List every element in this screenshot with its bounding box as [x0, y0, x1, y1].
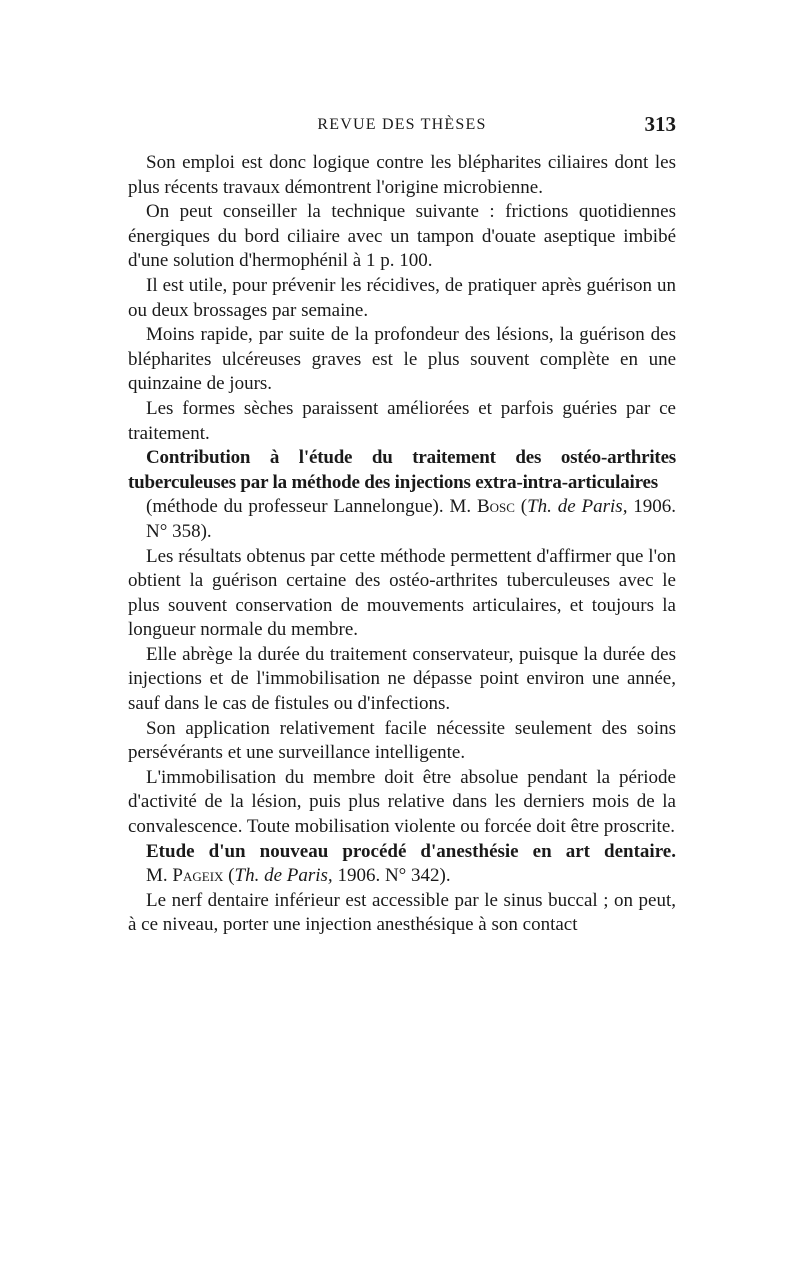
page-number: 313: [644, 112, 676, 136]
intro-paragraph: Les formes sèches paraissent améliorées et parfois guéries par ce traitement.: [128, 397, 676, 444]
page-body: [128, 151, 676, 938]
reference-text: M.: [146, 865, 168, 887]
section-heading-anesthesie: [128, 840, 676, 889]
page-header: [128, 114, 676, 144]
section-heading-osteo-arthrites: [128, 446, 676, 544]
intro-paragraph: Moins rapide, par suite de la profondeur des lésions, la guérison des blépharites ulcéreuses graves est le plus souvent complète en une quinzaine de jours.: [128, 324, 676, 395]
running-title: REVUE DES THÈSES: [317, 116, 487, 133]
reference-paren: (: [520, 496, 528, 518]
reference-text: (méthode du professeur Lannelongue). M.: [146, 496, 472, 518]
section-paragraph: Elle abrège la durée du traitement conservateur, puisque la durée des injections et de l'immobilisation ne dépasse point environ une année, sauf dans le cas de fistules ou d'infections.: [128, 643, 676, 715]
reference-number: 1906. N° 358).: [146, 496, 677, 542]
reference-paren: (: [228, 865, 235, 887]
intro-paragraph: Son emploi est donc logique contre les blépharites ciliaires dont les plus récents travaux démontrent l'origine microbienne.: [128, 152, 676, 198]
section-title: Etude d'un nouveau procédé d'anesthésie en art dentaire.: [146, 840, 676, 862]
section-title: Contribution à l'étude du traitement des ostéo-arthrites tuberculeuses par la méthode des injections extra-intra-articulaires: [128, 447, 676, 493]
author-name: Pageix: [172, 865, 224, 887]
thesis-source: Th. de Paris,: [234, 865, 333, 887]
reference-number: 1906. N° 342).: [337, 865, 451, 887]
author-name: Bosc: [476, 496, 515, 518]
thesis-source: Th. de Paris,: [527, 496, 628, 518]
section-reference: [128, 495, 676, 544]
section-paragraph: L'immobilisation du membre doit être absolue pendant la période d'activité de la lésion, puis plus relative dans les derniers mois de la convalescence. Toute mobilisation violente ou forcée doit être proscrite.: [128, 766, 676, 838]
section-reference: [128, 864, 676, 889]
intro-paragraph: Il est utile, pour prévenir les récidives, de pratiquer après guérison un ou deux brossages par semaine.: [128, 274, 676, 321]
section-paragraph: Le nerf dentaire inférieur est accessible par le sinus buccal ; on peut, à ce niveau, porter une injection anesthésique à son contact: [128, 889, 676, 936]
section-paragraph: Les résultats obtenus par cette méthode permettent d'affirmer que l'on obtient la guérison certaine des ostéo-arthrites tuberculeuses avec le plus souvent conservation de mouvements articulaires, et toujours la longueur normale du membre.: [128, 545, 676, 641]
intro-paragraph: On peut conseiller la technique suivante : frictions quotidiennes énergiques du bord ciliaire avec un tampon d'ouate aseptique imbibé d'une solution d'hermophénil à 1 p. 100.: [128, 201, 676, 272]
section-paragraph: Son application relativement facile nécessite seulement des soins persévérants et une surveillance intelligente.: [128, 717, 676, 764]
